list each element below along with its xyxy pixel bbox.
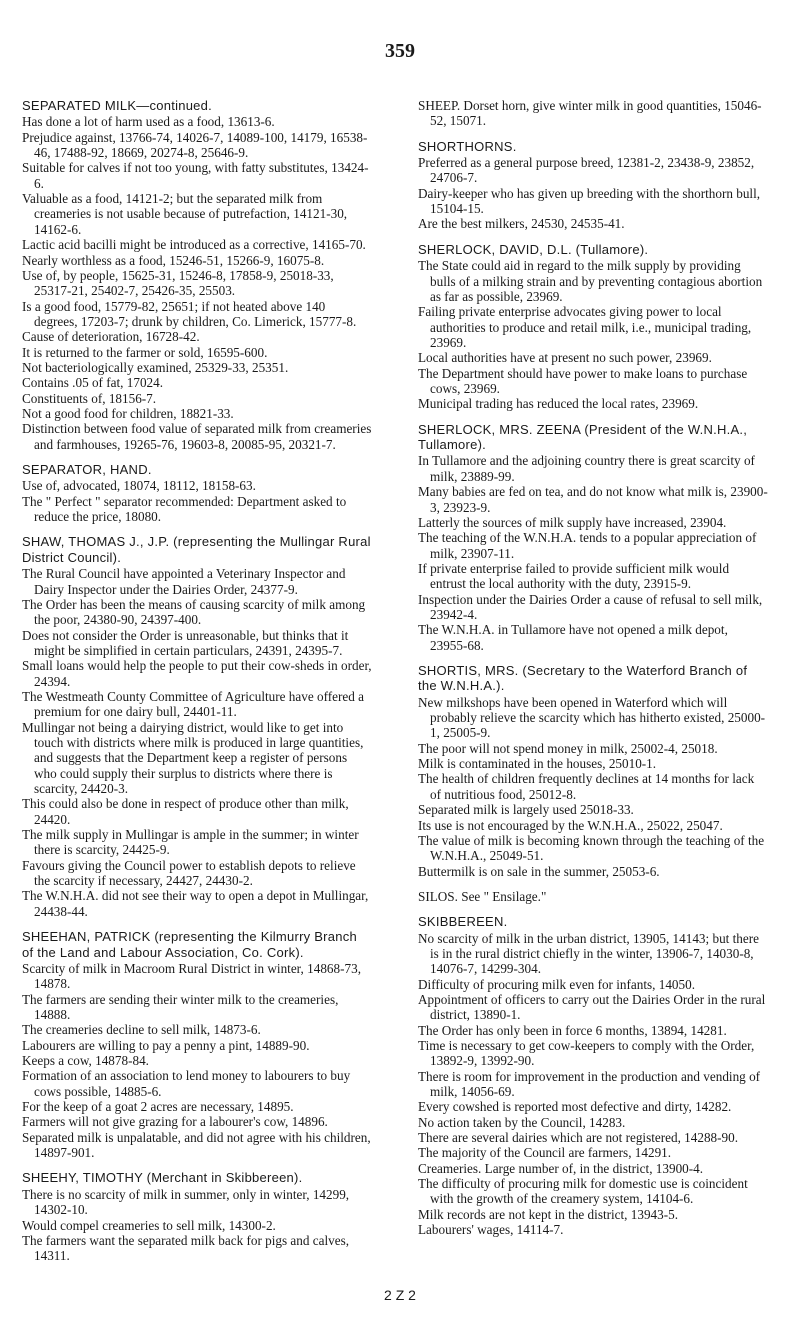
entry-item: The health of children frequently declines at 14 months for lack of nutritious food, 25012-8. bbox=[418, 771, 755, 802]
index-entry bbox=[22, 534, 372, 919]
index-entry bbox=[418, 242, 768, 412]
entry-heading: SEPARATOR, HAND. bbox=[22, 461, 152, 477]
index-column-left bbox=[22, 98, 372, 1274]
entry-item: The " Perfect " separator recommended: Department asked to reduce the price, 18080. bbox=[22, 493, 347, 525]
entry-item: Not a good food for children, 18821-33. bbox=[22, 405, 234, 421]
entry-item: Local authorities have at present no such power, 23969. bbox=[418, 350, 712, 366]
entry-item: There is no scarcity of milk in summer, only in winter, 14299, 14302-10. bbox=[22, 1186, 350, 1218]
entry-item: Distinction between food value of separated milk from creameries and farmhouses, 19265-76, 19603-8, 20085-95, 20321-7. bbox=[22, 421, 372, 452]
entry-heading: SHEEHAN, PATRICK (representing the Kilmurry Branch of the Land and Labour Association, Co. Cork). bbox=[22, 929, 357, 960]
entry-item: Its use is not encouraged by the W.N.H.A., 25022, 25047. bbox=[418, 817, 723, 833]
entry-heading: SHORTIS, MRS. (Secretary to the Waterford Branch of the W.N.H.A.). bbox=[418, 662, 748, 694]
entry-item: SILOS. See " Ensilage." bbox=[418, 888, 547, 904]
entry-item: Preferred as a general purpose breed, 12381-2, 23438-9, 23852, 24706-7. bbox=[418, 155, 755, 186]
entry-item: There are several dairies which are not registered, 14288-90. bbox=[418, 1130, 739, 1146]
entry-item: Buttermilk is on sale in the summer, 25053-6. bbox=[418, 863, 660, 879]
index-entry bbox=[418, 889, 768, 904]
entry-item: Formation of an association to lend money to labourers to buy cows possible, 14885-6. bbox=[22, 1068, 351, 1099]
entry-item: Many babies are fed on tea, and do not know what milk is, 23900-3, 23923-9. bbox=[418, 484, 768, 515]
entry-heading: SEPARATED MILK—continued. bbox=[22, 98, 213, 113]
entry-item: Labourers are willing to pay a penny a pint, 14889-90. bbox=[22, 1037, 310, 1053]
entry-item: It is returned to the farmer or sold, 16595-600. bbox=[22, 344, 268, 360]
entry-item: In Tullamore and the adjoining country there is great scarcity of milk, 23889-99. bbox=[418, 453, 755, 484]
entry-item: SHEEP. Dorset horn, give winter milk in good quantities, 15046-52, 15071. bbox=[418, 98, 762, 129]
entry-item: Nearly worthless as a food, 15246-51, 15266-9, 16075-8. bbox=[22, 252, 325, 268]
entry-item: Use of, advocated, 18074, 18112, 18158-63. bbox=[22, 478, 256, 494]
entry-item: The creameries decline to sell milk, 14873-6. bbox=[22, 1022, 261, 1038]
entry-item: The poor will not spend money in milk, 25002-4, 25018. bbox=[418, 740, 718, 756]
entry-item: Creameries. Large number of, in the district, 13900-4. bbox=[418, 1160, 704, 1176]
index-entry bbox=[418, 663, 768, 879]
entry-item: Suitable for calves if not too young, with fatty substitutes, 13424-6. bbox=[22, 160, 369, 191]
entry-item: Appointment of officers to carry out the Dairies Order in the rural district, 13890-1. bbox=[418, 992, 766, 1023]
entry-item: No scarcity of milk in the urban district, 13905, 14143; but there is in the rural district chiefly in the winter, 13906-7, 14030-8, 14076-7, 14299-304. bbox=[418, 930, 759, 977]
entry-item: The teaching of the W.N.H.A. tends to a popular appreciation of milk, 23907-11. bbox=[418, 530, 757, 561]
entry-item: Does not consider the Order is unreasonable, but thinks that it might be simplified in certain particulars, 24391, 24395-7. bbox=[22, 627, 349, 658]
entry-item: Constituents of, 18156-7. bbox=[22, 390, 157, 406]
index-entry bbox=[418, 914, 768, 1237]
entry-item: Mullingar not being a dairying district, would like to get into touch with districts where milk is produced in large quantities, and suggests that the Department keep a register of persons who could supply their surplus to districts where there is scarcity, 24420-3. bbox=[22, 719, 364, 797]
entry-item: Separated milk is largely used 25018-33. bbox=[418, 802, 634, 818]
entry-item: Latterly the sources of milk supply have increased, 23904. bbox=[418, 514, 727, 530]
entry-item: The farmers want the separated milk back for pigs and calves, 14311. bbox=[22, 1232, 349, 1264]
entry-item: Labourers' wages, 14114-7. bbox=[418, 1222, 564, 1238]
entry-item: Contains .05 of fat, 17024. bbox=[22, 375, 164, 391]
entry-item: The majority of the Council are farmers, 14291. bbox=[418, 1145, 672, 1161]
entry-item: Time is necessary to get cow-keepers to comply with the Order, 13892-9, 13992-90. bbox=[418, 1038, 755, 1069]
entry-item: Are the best milkers, 24530, 24535-41. bbox=[418, 216, 625, 232]
entry-item: The Rural Council have appointed a Veterinary Inspector and Dairy Inspector under the Dairies Order, 24377-9. bbox=[22, 566, 346, 597]
entry-item: The difficulty of procuring milk for domestic use is coincident with the growth of the creamery system, 14104-6. bbox=[418, 1176, 748, 1207]
entry-item: Not bacteriologically examined, 25329-33, 25351. bbox=[22, 359, 289, 375]
entry-item: Dairy-keeper who has given up breeding with the shorthorn bull, 15104-15. bbox=[418, 185, 761, 217]
entry-item: Milk is contaminated in the houses, 25010-1. bbox=[418, 756, 657, 772]
entry-item: Valuable as a food, 14121-2; but the separated milk from creameries is not usable because of putrefaction, 14121-30, 14162-6. bbox=[22, 191, 348, 237]
index-entry bbox=[418, 422, 768, 653]
entry-item: Has done a lot of harm used as a food, 13613-6. bbox=[22, 114, 275, 130]
entry-heading: SHERLOCK, DAVID, D.L. (Tullamore). bbox=[418, 241, 649, 257]
entry-item: Scarcity of milk in Macroom Rural District in winter, 14868-73, 14878. bbox=[22, 960, 361, 992]
entry-item: Small loans would help the people to put their cow-sheds in order, 24394. bbox=[22, 658, 372, 689]
entry-item: If private enterprise failed to provide sufficient milk would entrust the local authority with the duty, 23915-9. bbox=[418, 560, 730, 592]
page-number: 359 bbox=[385, 40, 415, 62]
entry-item: The farmers are sending their winter milk to the creameries, 14888. bbox=[22, 991, 339, 1022]
entry-item: This could also be done in respect of produce other than milk, 24420. bbox=[22, 796, 349, 827]
entry-item: Difficulty of procuring milk even for infants, 14050. bbox=[418, 976, 696, 992]
entry-heading: SKIBBEREEN. bbox=[418, 914, 508, 930]
index-entry bbox=[22, 929, 372, 1160]
index-column-right bbox=[418, 98, 768, 1248]
entry-item: Would compel creameries to sell milk, 14300-2. bbox=[22, 1217, 276, 1233]
entry-item: The Department should have power to make loans to purchase cows, 23969. bbox=[418, 365, 748, 396]
entry-item: Inspection under the Dairies Order a cause of refusal to sell milk, 23942-4. bbox=[418, 591, 763, 622]
entry-item: Municipal trading has reduced the local rates, 23969. bbox=[418, 396, 699, 412]
index-entry bbox=[22, 1170, 372, 1263]
entry-item: The Order has only been in force 6 months, 13894, 14281. bbox=[418, 1022, 727, 1038]
entry-item: The W.N.H.A. in Tullamore have not opened a milk depot, 23955-68. bbox=[418, 622, 728, 653]
entry-heading: SHAW, THOMAS J., J.P. (representing the Mullingar Rural District Council). bbox=[22, 534, 371, 565]
entry-item: The value of milk is becoming known through the teaching of the W.N.H.A., 25049-51. bbox=[418, 832, 765, 864]
entry-item: New milkshops have been opened in Waterford which will probably relieve the scarcity which has hitherto existed, 25000-1, 25005-9. bbox=[418, 694, 766, 741]
index-entry bbox=[22, 98, 372, 452]
entry-item: No action taken by the Council, 14283. bbox=[418, 1114, 626, 1130]
entry-item: Favours giving the Council power to establish depots to relieve the scarcity if necessary, 24427, 24430-2. bbox=[22, 857, 356, 889]
entry-item: Use of, by people, 15625-31, 15246-8, 17858-9, 25018-33, 25317-21, 25402-7, 25426-35, 25503. bbox=[22, 267, 334, 299]
entry-item: The Order has been the means of causing scarcity of milk among the poor, 24380-90, 24397-400. bbox=[22, 596, 366, 628]
signature-mark: 2 Z 2 bbox=[384, 1287, 416, 1303]
entry-heading: SHEEHY, TIMOTHY (Merchant in Skibbereen). bbox=[22, 1170, 303, 1186]
index-entry bbox=[418, 98, 768, 129]
index-entry bbox=[22, 462, 372, 524]
entry-item: Is a good food, 15779-82, 25651; if not heated above 140 degrees, 17203-7; drunk by children, Co. Limerick, 15777-8. bbox=[22, 298, 357, 329]
entry-item: Keeps a cow, 14878-84. bbox=[22, 1053, 149, 1068]
entry-item: The Westmeath County Committee of Agriculture have offered a premium for one dairy bull, 24401-11. bbox=[22, 688, 364, 720]
entry-item: Failing private enterprise advocates giving power to local authorities to produce and retail milk, i.e., municipal trading, 23969. bbox=[418, 304, 752, 350]
entry-heading: SHERLOCK, MRS. ZEENA (President of the W.N.H.A., Tullamore). bbox=[418, 421, 748, 453]
entry-item: For the keep of a goat 2 acres are necessary, 14895. bbox=[22, 1099, 294, 1115]
entry-item: The W.N.H.A. did not see their way to open a depot in Mullingar, 24438-44. bbox=[22, 888, 369, 919]
index-entry bbox=[418, 139, 768, 232]
entry-item: Farmers will not give grazing for a labourer's cow, 14896. bbox=[22, 1114, 328, 1130]
entry-item: The milk supply in Mullingar is ample in the summer; in winter there is scarcity, 24425-9. bbox=[22, 827, 359, 858]
entry-item: Milk records are not kept in the district, 13943-5. bbox=[418, 1206, 679, 1222]
entry-item: Prejudice against, 13766-74, 14026-7, 14089-100, 14179, 16538-46, 17488-92, 18669, 20274-8, 25646-9. bbox=[22, 129, 368, 161]
entry-item: There is room for improvement in the production and vending of milk, 14056-69. bbox=[418, 1068, 761, 1100]
entry-item: Separated milk is unpalatable, and did not agree with his children, 14897-901. bbox=[22, 1129, 371, 1161]
entry-item: Every cowshed is reported most defective and dirty, 14282. bbox=[418, 1099, 732, 1115]
entry-item: The State could aid in regard to the milk supply by providing bulls of a milking strain and by preventing contagious abortion as far as possible, 23969. bbox=[418, 258, 763, 304]
entry-item: Lactic acid bacilli might be introduced as a corrective, 14165-70. bbox=[22, 237, 366, 253]
entry-item: Cause of deterioration, 16728-42. bbox=[22, 329, 200, 345]
entry-heading: SHORTHORNS. bbox=[418, 138, 517, 154]
